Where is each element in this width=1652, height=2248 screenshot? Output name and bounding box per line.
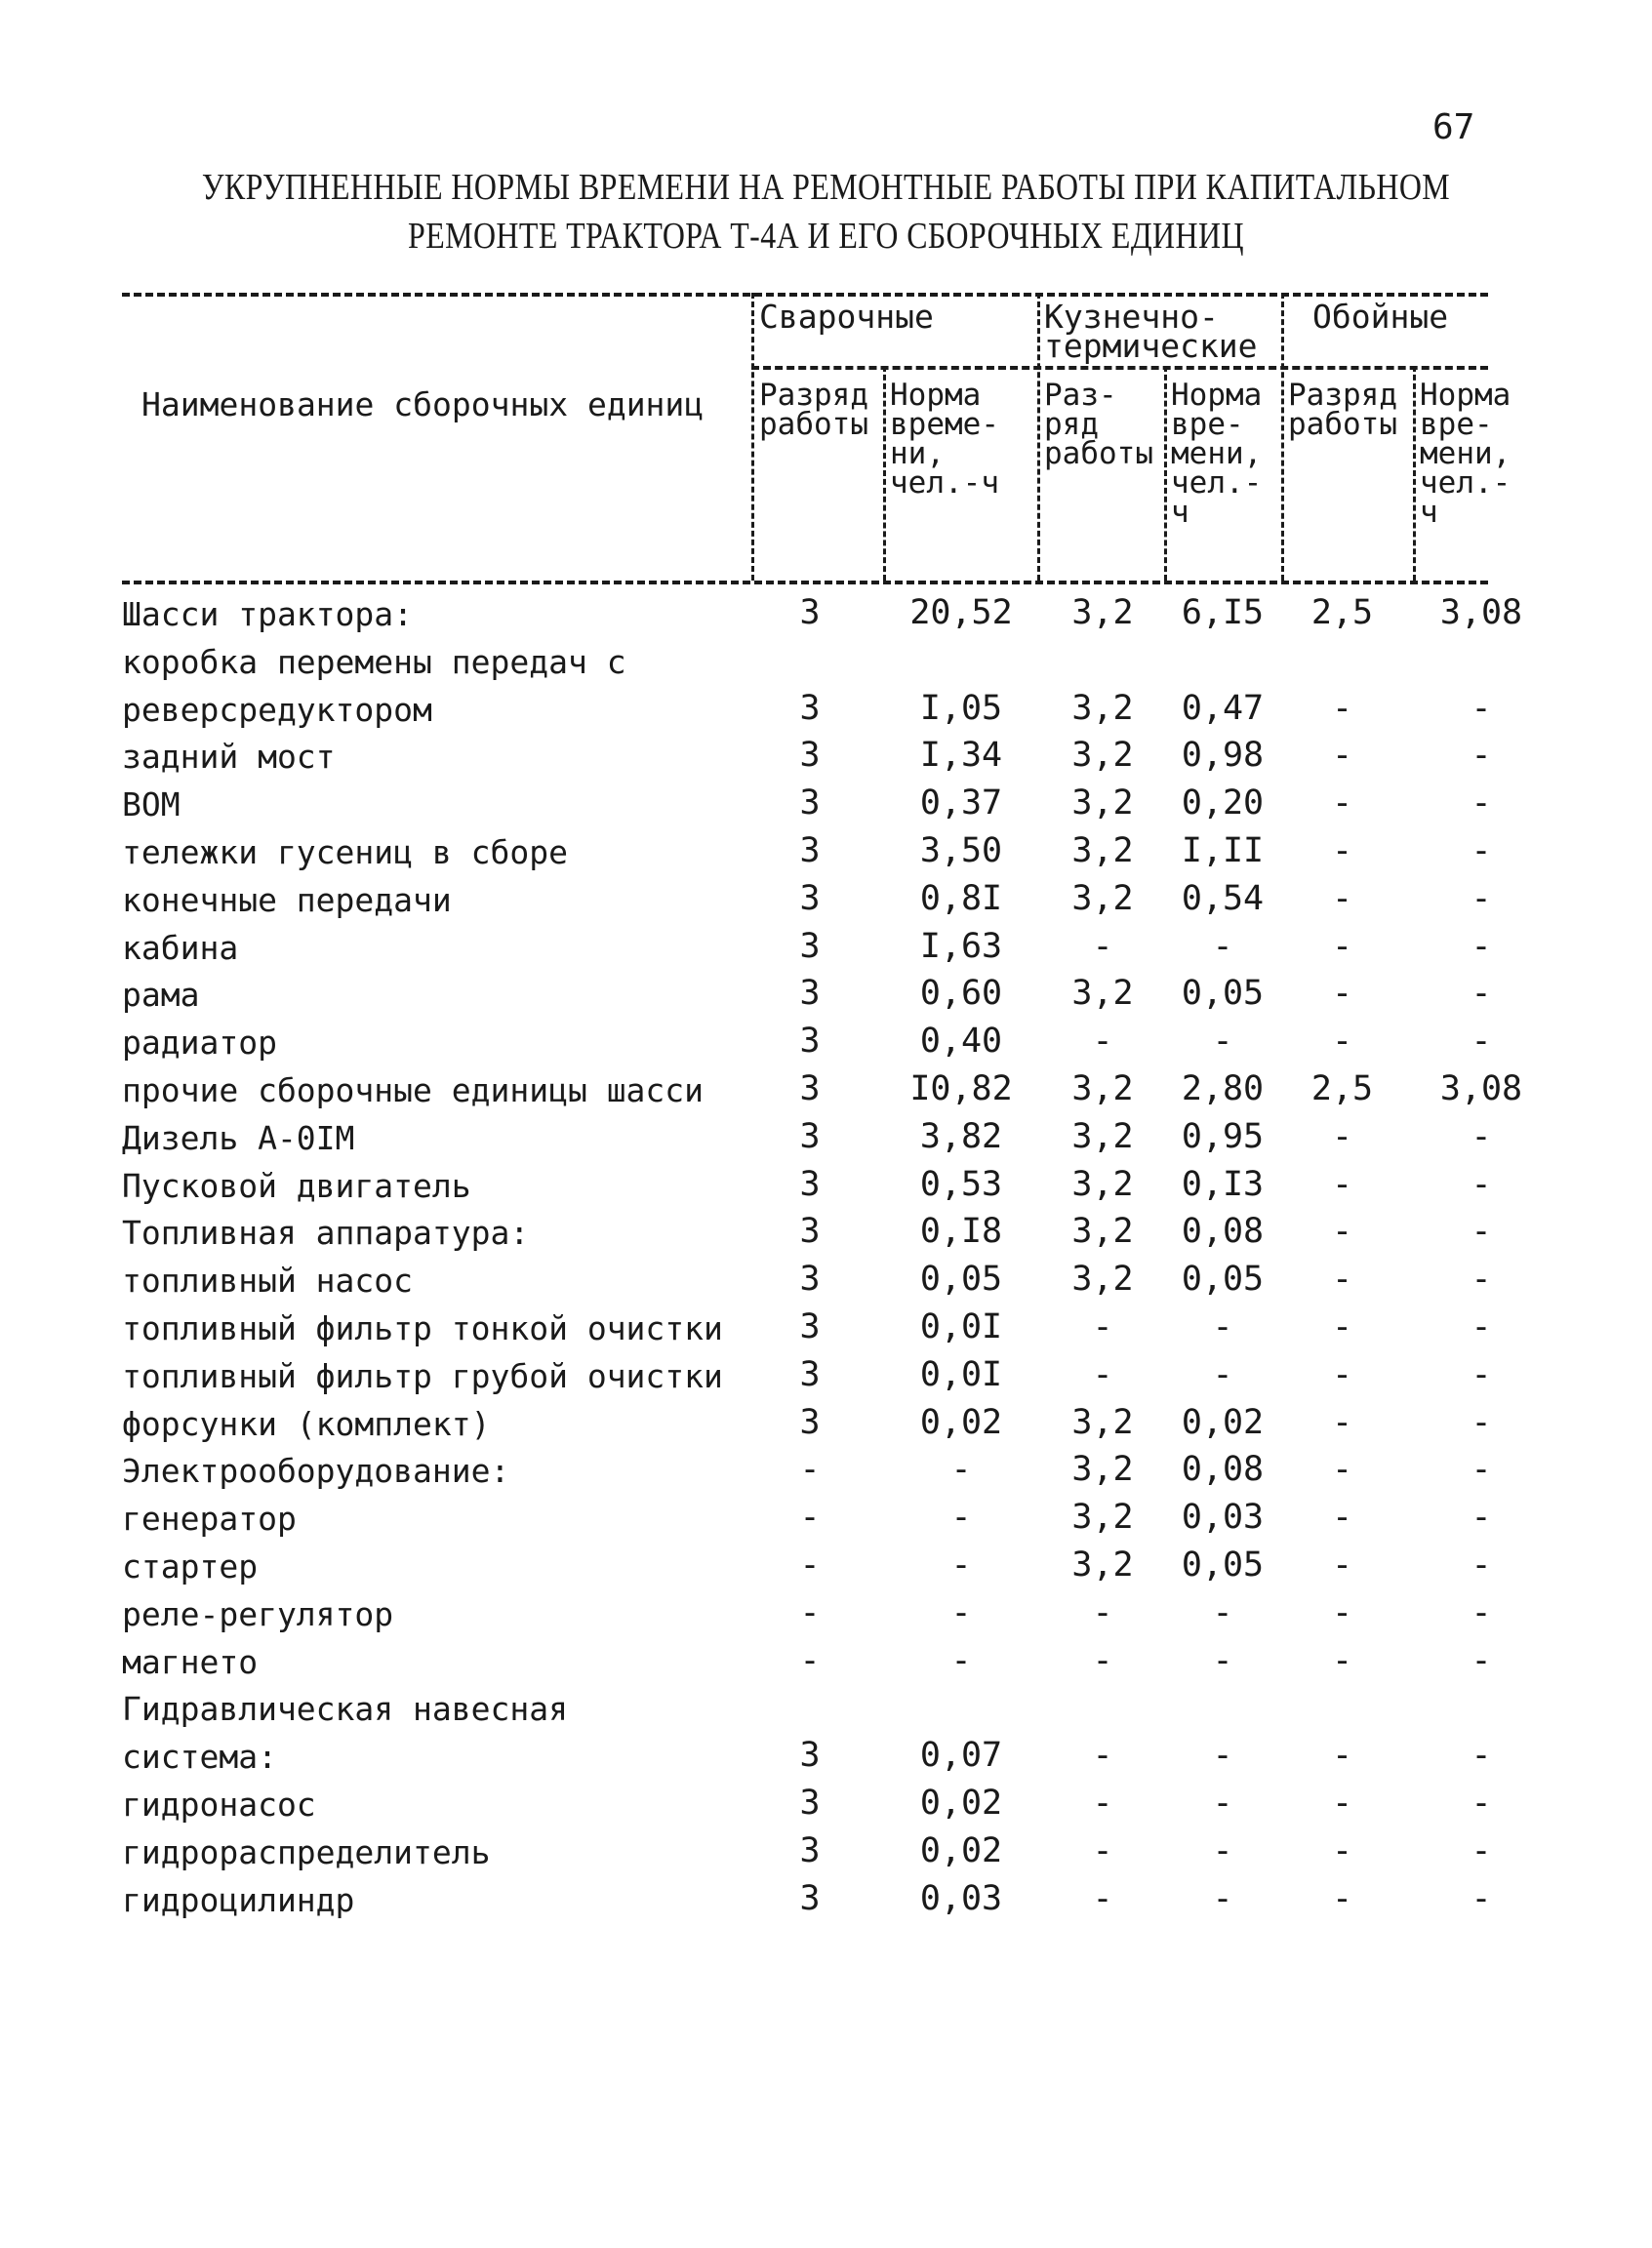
row-value: - <box>799 1546 821 1585</box>
row-value: - <box>1092 1022 1113 1061</box>
row-value: - <box>1471 1831 1492 1870</box>
row-name: кабина <box>122 929 239 967</box>
row-value: 0,54 <box>1181 879 1265 918</box>
row-value: 3,82 <box>919 1117 1003 1156</box>
row-value: 3,08 <box>1439 1069 1523 1108</box>
row-value: - <box>1471 689 1492 728</box>
row-value: 0,05 <box>1181 1546 1265 1585</box>
column-header-name: Наименование сборочных единиц <box>141 385 705 423</box>
row-value: - <box>1471 1546 1492 1585</box>
subheader-forging-norm: Норма вре- мени, чел.- ч <box>1171 378 1263 530</box>
row-value: - <box>1471 1212 1492 1251</box>
row-value: 3,2 <box>1071 1260 1134 1299</box>
row-value: - <box>1471 1307 1492 1346</box>
row-value: 3,2 <box>1071 1069 1134 1108</box>
row-value: - <box>950 1641 972 1680</box>
row-value: 3 <box>799 1355 821 1394</box>
row-value: 0,02 <box>919 1403 1003 1442</box>
row-value: 0,95 <box>1181 1117 1265 1156</box>
column-separator <box>1037 293 1040 581</box>
group-header-rule <box>751 366 1488 370</box>
row-name: Гидравлическая навесная <box>122 1690 568 1728</box>
row-value: I0,82 <box>909 1069 1013 1108</box>
row-value: - <box>950 1593 972 1632</box>
row-value: - <box>1212 1784 1233 1823</box>
row-value: - <box>950 1546 972 1585</box>
row-value: I,05 <box>919 689 1003 728</box>
row-value: 0,07 <box>919 1736 1003 1775</box>
row-value: 0,20 <box>1181 783 1265 823</box>
row-value: 2,80 <box>1181 1069 1265 1108</box>
row-value: - <box>1331 1641 1353 1680</box>
row-value: - <box>1331 1022 1353 1061</box>
row-value: - <box>1331 1260 1353 1299</box>
row-value: 3 <box>799 1165 821 1204</box>
row-value: 0,02 <box>919 1784 1003 1823</box>
row-value: 3 <box>799 1069 821 1108</box>
row-name: реле-регулятор <box>122 1595 394 1633</box>
row-name: топливный насос <box>122 1262 414 1300</box>
row-value: 3,2 <box>1071 974 1134 1013</box>
header-bottom-rule <box>122 581 1488 584</box>
row-value: - <box>1212 1022 1233 1061</box>
row-value: 20,52 <box>909 593 1013 632</box>
row-value: 0,02 <box>919 1831 1003 1870</box>
row-value: - <box>1331 1212 1353 1251</box>
row-value: 3,2 <box>1071 1117 1134 1156</box>
row-value: 3,2 <box>1071 831 1134 870</box>
row-value: - <box>1331 1403 1353 1442</box>
row-value: 3,2 <box>1071 1498 1134 1537</box>
row-value: - <box>1331 1593 1353 1632</box>
row-value: - <box>1092 1355 1113 1394</box>
row-value: 3 <box>799 1403 821 1442</box>
row-value: 0,03 <box>919 1879 1003 1918</box>
column-separator <box>751 293 754 581</box>
row-value: - <box>1471 1593 1492 1632</box>
row-value: - <box>1471 974 1492 1013</box>
row-value: - <box>1331 927 1353 966</box>
row-value: - <box>1471 1403 1492 1442</box>
row-value: 3 <box>799 1784 821 1823</box>
row-name: система: <box>122 1738 277 1776</box>
row-value: - <box>1471 1260 1492 1299</box>
subheader-upholstery-grade: Разряд работы <box>1288 378 1397 442</box>
row-name: Топливная аппаратура: <box>122 1214 530 1252</box>
row-value: 3,2 <box>1071 689 1134 728</box>
row-value: 0,I8 <box>919 1212 1003 1251</box>
row-name: магнето <box>122 1643 259 1681</box>
row-value: - <box>1471 879 1492 918</box>
column-separator <box>883 366 886 581</box>
row-value: - <box>1471 1641 1492 1680</box>
row-value: - <box>1212 1355 1233 1394</box>
row-value: - <box>1331 1307 1353 1346</box>
row-value: 3,2 <box>1071 783 1134 823</box>
row-value: - <box>1471 1736 1492 1775</box>
row-name: реверсредуктором <box>122 691 432 729</box>
row-value: 0,I3 <box>1181 1165 1265 1204</box>
row-value: 2,5 <box>1310 1069 1374 1108</box>
page-number: 67 <box>1432 107 1475 147</box>
row-value: - <box>799 1593 821 1632</box>
row-value: - <box>1331 974 1353 1013</box>
row-value: - <box>1471 1450 1492 1489</box>
row-value: - <box>1471 736 1492 775</box>
row-value: - <box>1331 1165 1353 1204</box>
row-value: - <box>1331 1831 1353 1870</box>
row-value: 3 <box>799 1260 821 1299</box>
row-name: Пусковой двигатель <box>122 1167 471 1205</box>
row-value: - <box>1331 1498 1353 1537</box>
row-value: I,II <box>1181 831 1265 870</box>
row-value: - <box>1212 1831 1233 1870</box>
row-name: генератор <box>122 1500 297 1538</box>
row-value: 3 <box>799 1736 821 1775</box>
row-value: 0,05 <box>1181 1260 1265 1299</box>
group-header-upholstery: Обойные <box>1312 298 1449 336</box>
column-separator <box>1281 293 1284 581</box>
row-value: - <box>1092 927 1113 966</box>
row-name: гидронасос <box>122 1786 316 1824</box>
row-value: 3 <box>799 1831 821 1870</box>
row-value: - <box>1331 831 1353 870</box>
row-value: - <box>1471 1784 1492 1823</box>
row-name: топливный фильтр грубой очистки <box>122 1357 723 1395</box>
row-value: 0,8I <box>919 879 1003 918</box>
row-value: 3 <box>799 927 821 966</box>
subheader-welding-norm: Норма време- ни, чел.-ч <box>890 378 999 501</box>
row-value: - <box>1331 879 1353 918</box>
row-value: 6,I5 <box>1181 593 1265 632</box>
row-value: - <box>1471 1117 1492 1156</box>
row-value: 3 <box>799 736 821 775</box>
row-value: 3 <box>799 1307 821 1346</box>
row-value: 2,5 <box>1310 593 1374 632</box>
row-value: 3 <box>799 879 821 918</box>
row-value: - <box>1092 1736 1113 1775</box>
row-name: конечные передачи <box>122 881 452 919</box>
row-value: - <box>1331 783 1353 823</box>
row-value: - <box>1331 1879 1353 1918</box>
row-name: форсунки (комплект) <box>122 1405 491 1443</box>
group-header-forging: Кузнечно- термические <box>1044 298 1258 365</box>
row-value: - <box>1331 1117 1353 1156</box>
row-value: - <box>1331 689 1353 728</box>
row-value: 0,60 <box>919 974 1003 1013</box>
row-name: стартер <box>122 1547 259 1586</box>
row-value: I,63 <box>919 927 1003 966</box>
row-value: 3 <box>799 831 821 870</box>
row-value: 3,50 <box>919 831 1003 870</box>
row-name: гидрораспределитель <box>122 1833 491 1871</box>
row-value: 3,2 <box>1071 1546 1134 1585</box>
row-name: Дизель А-0IМ <box>122 1119 355 1157</box>
row-value: 3,2 <box>1071 736 1134 775</box>
row-value: 0,05 <box>1181 974 1265 1013</box>
row-value: - <box>1212 1593 1233 1632</box>
row-value: - <box>1471 831 1492 870</box>
row-value: - <box>950 1450 972 1489</box>
row-value: - <box>1331 1450 1353 1489</box>
row-value: 0,03 <box>1181 1498 1265 1537</box>
document-title-line-1: УКРУПНЕННЫЕ НОРМЫ ВРЕМЕНИ НА РЕМОНТНЫЕ РАБОТЫ ПРИ КАПИТАЛЬНОМ <box>201 167 1451 208</box>
row-name: радиатор <box>122 1024 277 1062</box>
row-value: - <box>1212 927 1233 966</box>
row-value: - <box>799 1498 821 1537</box>
column-separator <box>1413 366 1416 581</box>
row-value: - <box>950 1498 972 1537</box>
row-value: - <box>1331 1546 1353 1585</box>
row-value: 3 <box>799 1879 821 1918</box>
row-value: - <box>1092 1879 1113 1918</box>
row-name: задний мост <box>122 738 336 776</box>
row-value: - <box>1092 1593 1113 1632</box>
row-value: 0,05 <box>919 1260 1003 1299</box>
row-value: 0,0I <box>919 1355 1003 1394</box>
row-value: - <box>799 1450 821 1489</box>
subheader-forging-grade: Раз- ряд работы <box>1044 378 1153 471</box>
row-value: - <box>799 1641 821 1680</box>
row-value: - <box>1471 1355 1492 1394</box>
row-value: 3 <box>799 1212 821 1251</box>
row-name: тележки гусениц в сборе <box>122 833 568 871</box>
row-value: 3 <box>799 1117 821 1156</box>
row-value: 3,08 <box>1439 593 1523 632</box>
row-value: 0,0I <box>919 1307 1003 1346</box>
row-value: 0,40 <box>919 1022 1003 1061</box>
row-value: 3 <box>799 783 821 823</box>
row-value: - <box>1471 1498 1492 1537</box>
row-value: - <box>1471 927 1492 966</box>
row-name: топливный фильтр тонкой очистки <box>122 1309 723 1347</box>
subheader-upholstery-norm: Норма вре- мени, чел.- ч <box>1420 378 1511 530</box>
row-value: 3 <box>799 974 821 1013</box>
row-value: - <box>1331 1736 1353 1775</box>
row-value: - <box>1092 1831 1113 1870</box>
row-value: 0,08 <box>1181 1212 1265 1251</box>
row-value: 0,47 <box>1181 689 1265 728</box>
row-value: - <box>1212 1736 1233 1775</box>
row-value: - <box>1212 1879 1233 1918</box>
row-name: Электрооборудование: <box>122 1452 510 1490</box>
row-value: 0,98 <box>1181 736 1265 775</box>
row-value: - <box>1212 1307 1233 1346</box>
row-value: 0,37 <box>919 783 1003 823</box>
row-value: I,34 <box>919 736 1003 775</box>
row-value: 0,08 <box>1181 1450 1265 1489</box>
row-value: - <box>1331 736 1353 775</box>
row-value: 3,2 <box>1071 1165 1134 1204</box>
row-value: 3,2 <box>1071 593 1134 632</box>
row-name: прочие сборочные единицы шасси <box>122 1071 705 1109</box>
row-value: 3,2 <box>1071 1212 1134 1251</box>
row-value: - <box>1331 1355 1353 1394</box>
row-value: - <box>1471 1879 1492 1918</box>
row-value: - <box>1212 1641 1233 1680</box>
row-name: гидроцилиндр <box>122 1881 355 1919</box>
row-value: 0,02 <box>1181 1403 1265 1442</box>
row-value: 3,2 <box>1071 1403 1134 1442</box>
row-value: - <box>1331 1784 1353 1823</box>
document-title-line-2: РЕМОНТЕ ТРАКТОРА Т-4А И ЕГО СБОРОЧНЫХ ЕДИНИЦ <box>408 216 1244 257</box>
row-name: Шасси трактора: <box>122 595 414 633</box>
row-value: - <box>1471 783 1492 823</box>
row-value: 3 <box>799 689 821 728</box>
row-name: коробка перемены передач с <box>122 643 626 681</box>
group-header-welding: Сварочные <box>759 298 934 336</box>
row-value: - <box>1471 1022 1492 1061</box>
row-value: 3 <box>799 1022 821 1061</box>
row-value: 3 <box>799 593 821 632</box>
row-name: рама <box>122 976 200 1014</box>
row-value: - <box>1092 1641 1113 1680</box>
row-value: - <box>1092 1784 1113 1823</box>
subheader-welding-grade: Разряд работы <box>759 378 868 442</box>
row-value: - <box>1471 1165 1492 1204</box>
column-separator <box>1164 366 1167 581</box>
row-value: - <box>1092 1307 1113 1346</box>
row-value: 3,2 <box>1071 1450 1134 1489</box>
row-value: 0,53 <box>919 1165 1003 1204</box>
row-value: 3,2 <box>1071 879 1134 918</box>
row-name: ВОМ <box>122 785 181 823</box>
